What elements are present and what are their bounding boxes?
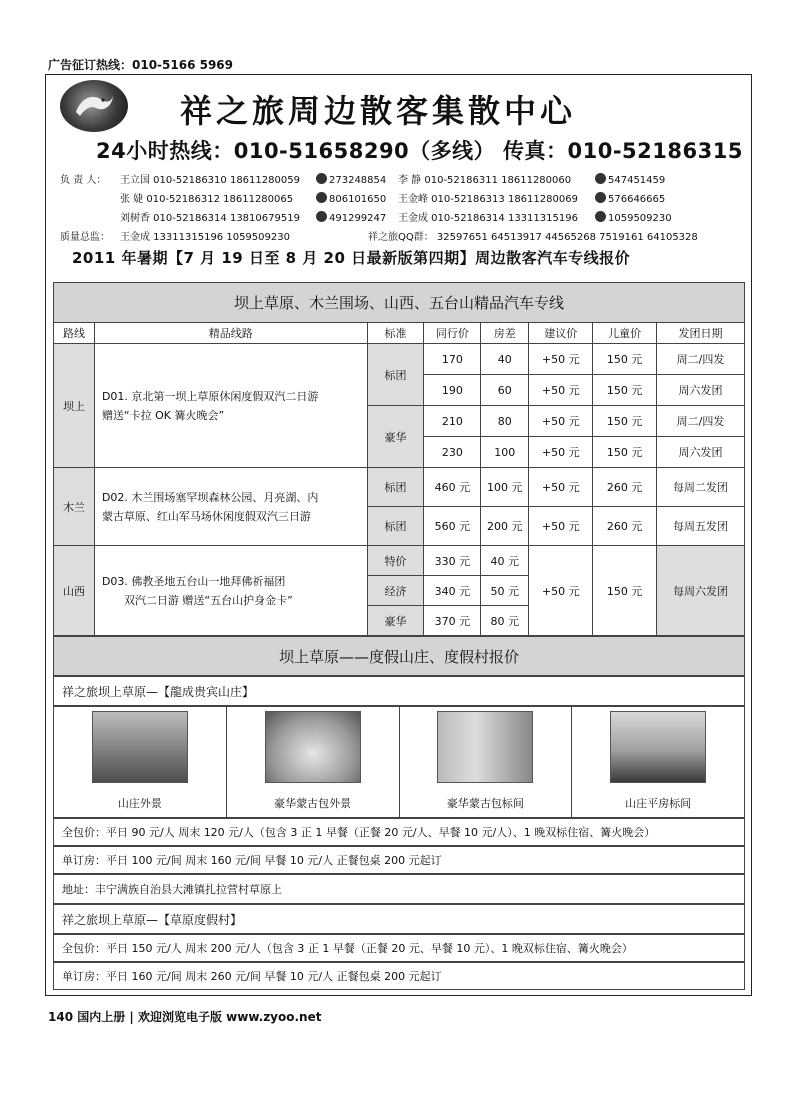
col-header: 同行价 <box>424 323 481 344</box>
suggest-cell: +50 元 <box>529 406 593 437</box>
photo-gallery <box>53 706 745 818</box>
qq-left: 273248854 <box>316 171 386 190</box>
quality-label: 质量总监： <box>60 232 110 243</box>
photo-item <box>54 707 227 817</box>
diff-cell: 100 <box>481 437 529 468</box>
child-cell: 150 元 <box>593 375 657 406</box>
table-header-row <box>54 323 745 344</box>
price-cell: 460 元 <box>424 468 481 507</box>
hotline-text: 24小时热线：010-51658290（多线） 传真：010-52186315 <box>96 139 743 163</box>
page-title: 祥之旅周边散客集散中心 <box>180 92 577 130</box>
qq-icon <box>316 211 327 222</box>
table-row <box>54 468 745 507</box>
qq-left: 491299247 <box>316 209 386 228</box>
price-cell: 210 <box>424 406 481 437</box>
col-header: 房差 <box>481 323 529 344</box>
villa2-full-price: 全包价：平日 150 元/人 周末 200 元/人（包含 3 正 1 早餐（正餐 20 元、早餐 10 元）、1 晚双标住宿、篝火晚会） <box>53 934 745 962</box>
period-title: 2011 年暑期【7 月 19 日至 8 月 20 日最新版第四期】周边散客汽车专线报价 <box>72 249 631 267</box>
standard-cell: 豪华 <box>367 606 424 636</box>
photo-caption: 山庄平房标间 <box>625 797 692 810</box>
suggest-cell: +50 元 <box>529 546 593 636</box>
photo-caption: 豪华蒙古包外景 <box>274 797 352 810</box>
date-cell: 每周六发团 <box>657 546 745 636</box>
villa-heading: 祥之旅坝上草原—【龍成贵宾山庄】 <box>53 676 745 706</box>
date-cell: 每周五发团 <box>657 507 745 546</box>
col-header: 发团日期 <box>657 323 745 344</box>
yurt-exterior-photo <box>265 711 361 783</box>
villa1-address: 地址：丰宁满族自治县大滩镇扎拉营村草原上 <box>53 874 745 904</box>
suggest-cell: +50 元 <box>529 468 593 507</box>
route-desc: D01. 京北第一坝上草原休闲度假双汽二日游 赠送“卡拉 OK 篝火晚会” <box>94 344 367 468</box>
col-header: 精品线路 <box>94 323 367 344</box>
price-cell: 190 <box>424 375 481 406</box>
standard-cell: 标团 <box>367 468 424 507</box>
region-cell: 木兰 <box>54 468 95 546</box>
contact-right: 王金峰 010-52186313 18611280069 <box>398 194 578 205</box>
qq-right: 1059509230 <box>595 209 672 228</box>
suggest-cell: +50 元 <box>529 437 593 468</box>
photo-caption: 豪华蒙古包标间 <box>446 797 524 810</box>
photo-item <box>572 707 744 817</box>
price-cell: 230 <box>424 437 481 468</box>
villa2-room-price: 单订房：平日 160 元/间 周末 260 元/间 早餐 10 元/人 正餐包桌 200 元起订 <box>53 962 745 990</box>
col-header: 建议价 <box>529 323 593 344</box>
region-cell: 山西 <box>54 546 95 636</box>
diff-cell: 100 元 <box>481 468 529 507</box>
section-title: 坝上草原、木兰围场、山西、五台山精品汽车专线 <box>54 283 745 323</box>
qq-right: 547451459 <box>595 171 665 190</box>
photo-item <box>227 707 400 817</box>
suggest-cell: +50 元 <box>529 507 593 546</box>
contact-left: 王立国 010-52186310 18611280059 <box>120 175 300 186</box>
qq-left: 806101650 <box>316 190 386 209</box>
date-cell: 周六发团 <box>657 375 745 406</box>
child-cell: 150 元 <box>593 546 657 636</box>
standard-cell: 标团 <box>367 344 424 406</box>
standard-cell: 特价 <box>367 546 424 576</box>
route-desc: D03. 佛教圣地五台山一地拜佛祈福团 双汽二日游 赠送“五台山护身金卡” <box>94 546 367 636</box>
suggest-cell: +50 元 <box>529 344 593 375</box>
qq-icon <box>316 192 327 203</box>
contact-left: 刘树香 010-52186314 13810679519 <box>120 213 300 224</box>
standard-cell: 标团 <box>367 507 424 546</box>
region-cell: 坝上 <box>54 344 95 468</box>
diff-cell: 60 <box>481 375 529 406</box>
quality-contact: 王金成 13311315196 1059509230 <box>120 232 290 243</box>
diff-cell: 80 <box>481 406 529 437</box>
contact-left: 张 婕 010-52186312 18611280065 <box>120 194 294 205</box>
qq-icon <box>316 173 327 184</box>
contact-right: 李 静 010-52186311 18611280060 <box>398 175 572 186</box>
yurt-room-photo <box>437 711 533 783</box>
diff-cell: 40 元 <box>481 546 529 576</box>
col-header: 儿童价 <box>593 323 657 344</box>
suggest-cell: +50 元 <box>529 375 593 406</box>
bungalow-room-photo <box>610 711 706 783</box>
qq-icon <box>595 192 606 203</box>
date-cell: 每周二发团 <box>657 468 745 507</box>
date-cell: 周六发团 <box>657 437 745 468</box>
photo-item <box>400 707 573 817</box>
child-cell: 260 元 <box>593 507 657 546</box>
date-cell: 周二/四发 <box>657 344 745 375</box>
company-logo <box>60 80 128 132</box>
standard-cell: 经济 <box>367 576 424 606</box>
villa-heading: 祥之旅坝上草原—【草原度假村】 <box>53 904 745 934</box>
date-cell: 周二/四发 <box>657 406 745 437</box>
diff-cell: 80 元 <box>481 606 529 636</box>
table-row <box>54 344 745 375</box>
child-cell: 150 元 <box>593 406 657 437</box>
qq-group: 祥之旅QQ群： 32597651 64513917 44565268 7519161 64105328 <box>368 232 698 243</box>
diff-cell: 50 元 <box>481 576 529 606</box>
price-cell: 560 元 <box>424 507 481 546</box>
child-cell: 150 元 <box>593 437 657 468</box>
price-cell: 170 <box>424 344 481 375</box>
col-header: 路线 <box>54 323 95 344</box>
col-header: 标准 <box>367 323 424 344</box>
table-row <box>54 546 745 576</box>
price-cell: 370 元 <box>424 606 481 636</box>
price-cell: 340 元 <box>424 576 481 606</box>
price-cell: 330 元 <box>424 546 481 576</box>
bus-route-table <box>53 282 745 636</box>
qq-icon <box>595 173 606 184</box>
dragon-icon <box>72 90 116 122</box>
villa1-room-price: 单订房：平日 100 元/间 周末 160 元/间 早餐 10 元/人 正餐包桌 200 元起订 <box>53 846 745 874</box>
route-desc: D02. 木兰围场塞罕坝森林公园、月亮湖、内 蒙古草原、红山军马场休闲度假双汽三日游 <box>94 468 367 546</box>
photo-caption: 山庄外景 <box>117 797 162 810</box>
section-title: 坝上草原——度假山庄、度假村报价 <box>53 636 745 676</box>
manager-label: 负 责 人： <box>60 175 107 186</box>
ad-hotline: 广告征订热线：010-5166 5969 <box>48 58 234 72</box>
standard-cell: 豪华 <box>367 406 424 468</box>
diff-cell: 200 元 <box>481 507 529 546</box>
diff-cell: 40 <box>481 344 529 375</box>
child-cell: 260 元 <box>593 468 657 507</box>
child-cell: 150 元 <box>593 344 657 375</box>
villa-exterior-photo <box>92 711 188 783</box>
page-footer: 140 国内上册 | 欢迎浏览电子版 www.zyoo.net <box>48 1010 322 1024</box>
qq-icon <box>595 211 606 222</box>
qq-right: 576646665 <box>595 190 665 209</box>
villa1-full-price: 全包价：平日 90 元/人 周末 120 元/人（包含 3 正 1 早餐（正餐 20 元/人、早餐 10 元/人）、1 晚双标住宿、篝火晚会） <box>53 818 745 846</box>
contact-right: 王金成 010-52186314 13311315196 <box>398 213 578 224</box>
